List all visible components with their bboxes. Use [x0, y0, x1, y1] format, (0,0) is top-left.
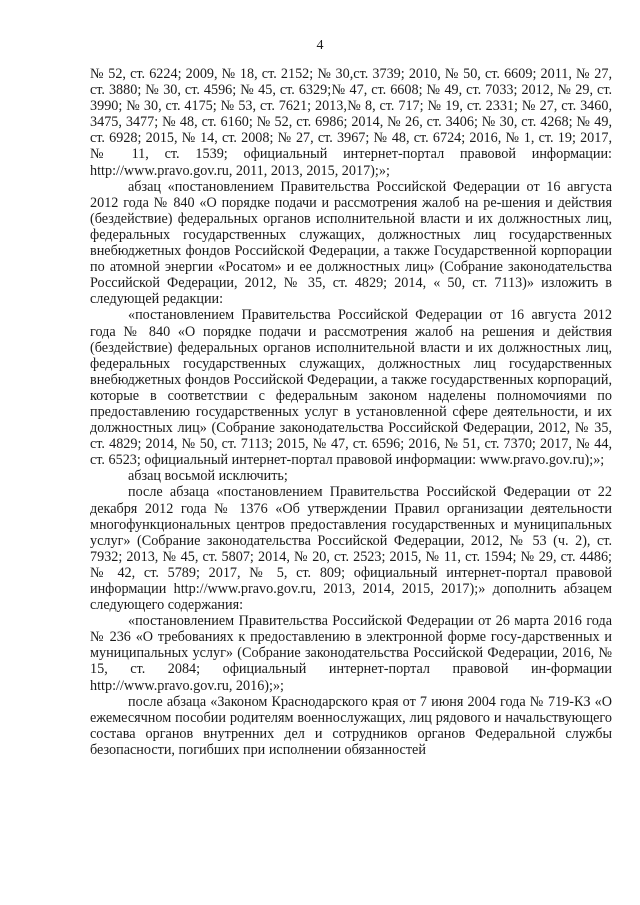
document-body [90, 66, 612, 758]
paragraph-after-1376: после абзаца «постановлением Правительства Российской Федерации от 22 декабря 2012 года № 1376 «Об утверждении Правил организации деятельности многофункциональных центров предоставления государственных и муниципальных услуг» (Собрание законодательства Российской Федерации, 2012, № 53 (ч. 2), ст. 7932; 2013, № 45, ст. 5807; 2014, № 20, ст. 2523; 2015, № 11, ст. 1594; № 29, ст. 4486; № 42, ст. 5789; 2017, № 5, ст. 809; официальный интернет-портал правовой информации http://www.pravo.gov.ru, 2013, 2014, 2015, 2017);» дополнить абзацем следующего содержания: [90, 484, 612, 614]
page-number: 4 [316, 38, 324, 53]
paragraph-after-krasnodar-law: после абзаца «Законом Краснодарского края от 7 июня 2004 года № 719-КЗ «О ежемесячном пособии родителям военнослужащих, лиц рядового и начальствующего состава органов внутренних дел и сотрудников органов Федеральной службы безопасности, погибших при исполнении обязанностей [90, 693, 612, 758]
paragraph-new-wording-840: «постановлением Правительства Российской Федерации от 16 августа 2012 года № 840 «О порядке подачи и рассмотрения жалоб на решения и действия (бездействие) федеральных органов исполнительной власти и их должностных лиц, федеральных государственных служащих, должностных лиц государственных внебюджетных фондов Российской Федерации, а также государственных корпораций, которые в соответствии с федеральным законом наделены полномочиями по предоставлению государственных услуг в установленной сфере деятельности, и их должностных лиц» (Собрание законодательства Российской Федерации, 2012, № 35, ст. 4829; 2014, № 50, ст. 7113; 2015, № 47, ст. 6596; 2016, № 51, ст. 7370; 2017, № 44, ст. 6523; официальный интернет-портал правовой информации: www.pravo.gov.ru);»; [90, 307, 612, 469]
paragraph-abzac-840: абзац «постановлением Правительства Российской Федерации от 16 августа 2012 года № 840 «О порядке подачи и рассмотрения жалоб на ре-шения и действия (бездействие) федеральных органов исполнительной власти и их должностных лиц, федеральных государственных служащих, должностных лиц государственных внебюджетных фондов Российской Федерации, а также Государственной корпорации по атомной энергии «Росатом» и ее должностных лиц» (Собрание законодательства Российской Федерации, 2012, № 35, ст. 4829; 2014, « 50, ст. 7113)» изложить в следующей редакции: [90, 178, 612, 308]
paragraph-abzac-8-exclude: абзац восьмой исключить; [128, 468, 288, 485]
paragraph-new-236: «постановлением Правительства Российской Федерации от 26 марта 2016 года № 236 «О требованиях к предоставлению в электронной форме госу-дарственных и муниципальных услуг» (Собрание законодательства Российской Федерации, 2016, № 15, ст. 2084; официальный интернет-портал правовой ин-формации http://www.pravo.gov.ru, 2016);»; [90, 613, 612, 694]
paragraph-citations-continuation: № 52, ст. 6224; 2009, № 18, ст. 2152; № 30,ст. 3739; 2010, № 50, ст. 6609; 2011, № 27, ст. 3880; № 30, ст. 4596; № 45, ст. 6329;№ 47, ст. 6608; № 49, ст. 7033; 2012, № 29, ст. 3990; № 30, ст. 4175; № 53, ст. 7621; 2013,№ 8, ст. 717; № 19, ст. 2331; № 27, ст. 3460, 3475, 3477; № 48, ст. 6160; № 52, ст. 6986; 2014, № 26, ст. 3406; № 30, ст. 4268; № 49, ст. 6928; 2015, № 14, ст. 2008; № 27, ст. 3967; № 48, ст. 6724; 2016, № 1, ст. 19; 2017, № 11, ст. 1539; официальный интернет-портал правовой информации: http://www.pravo.gov.ru, 2011, 2013, 2015, 2017);»; [90, 66, 612, 179]
